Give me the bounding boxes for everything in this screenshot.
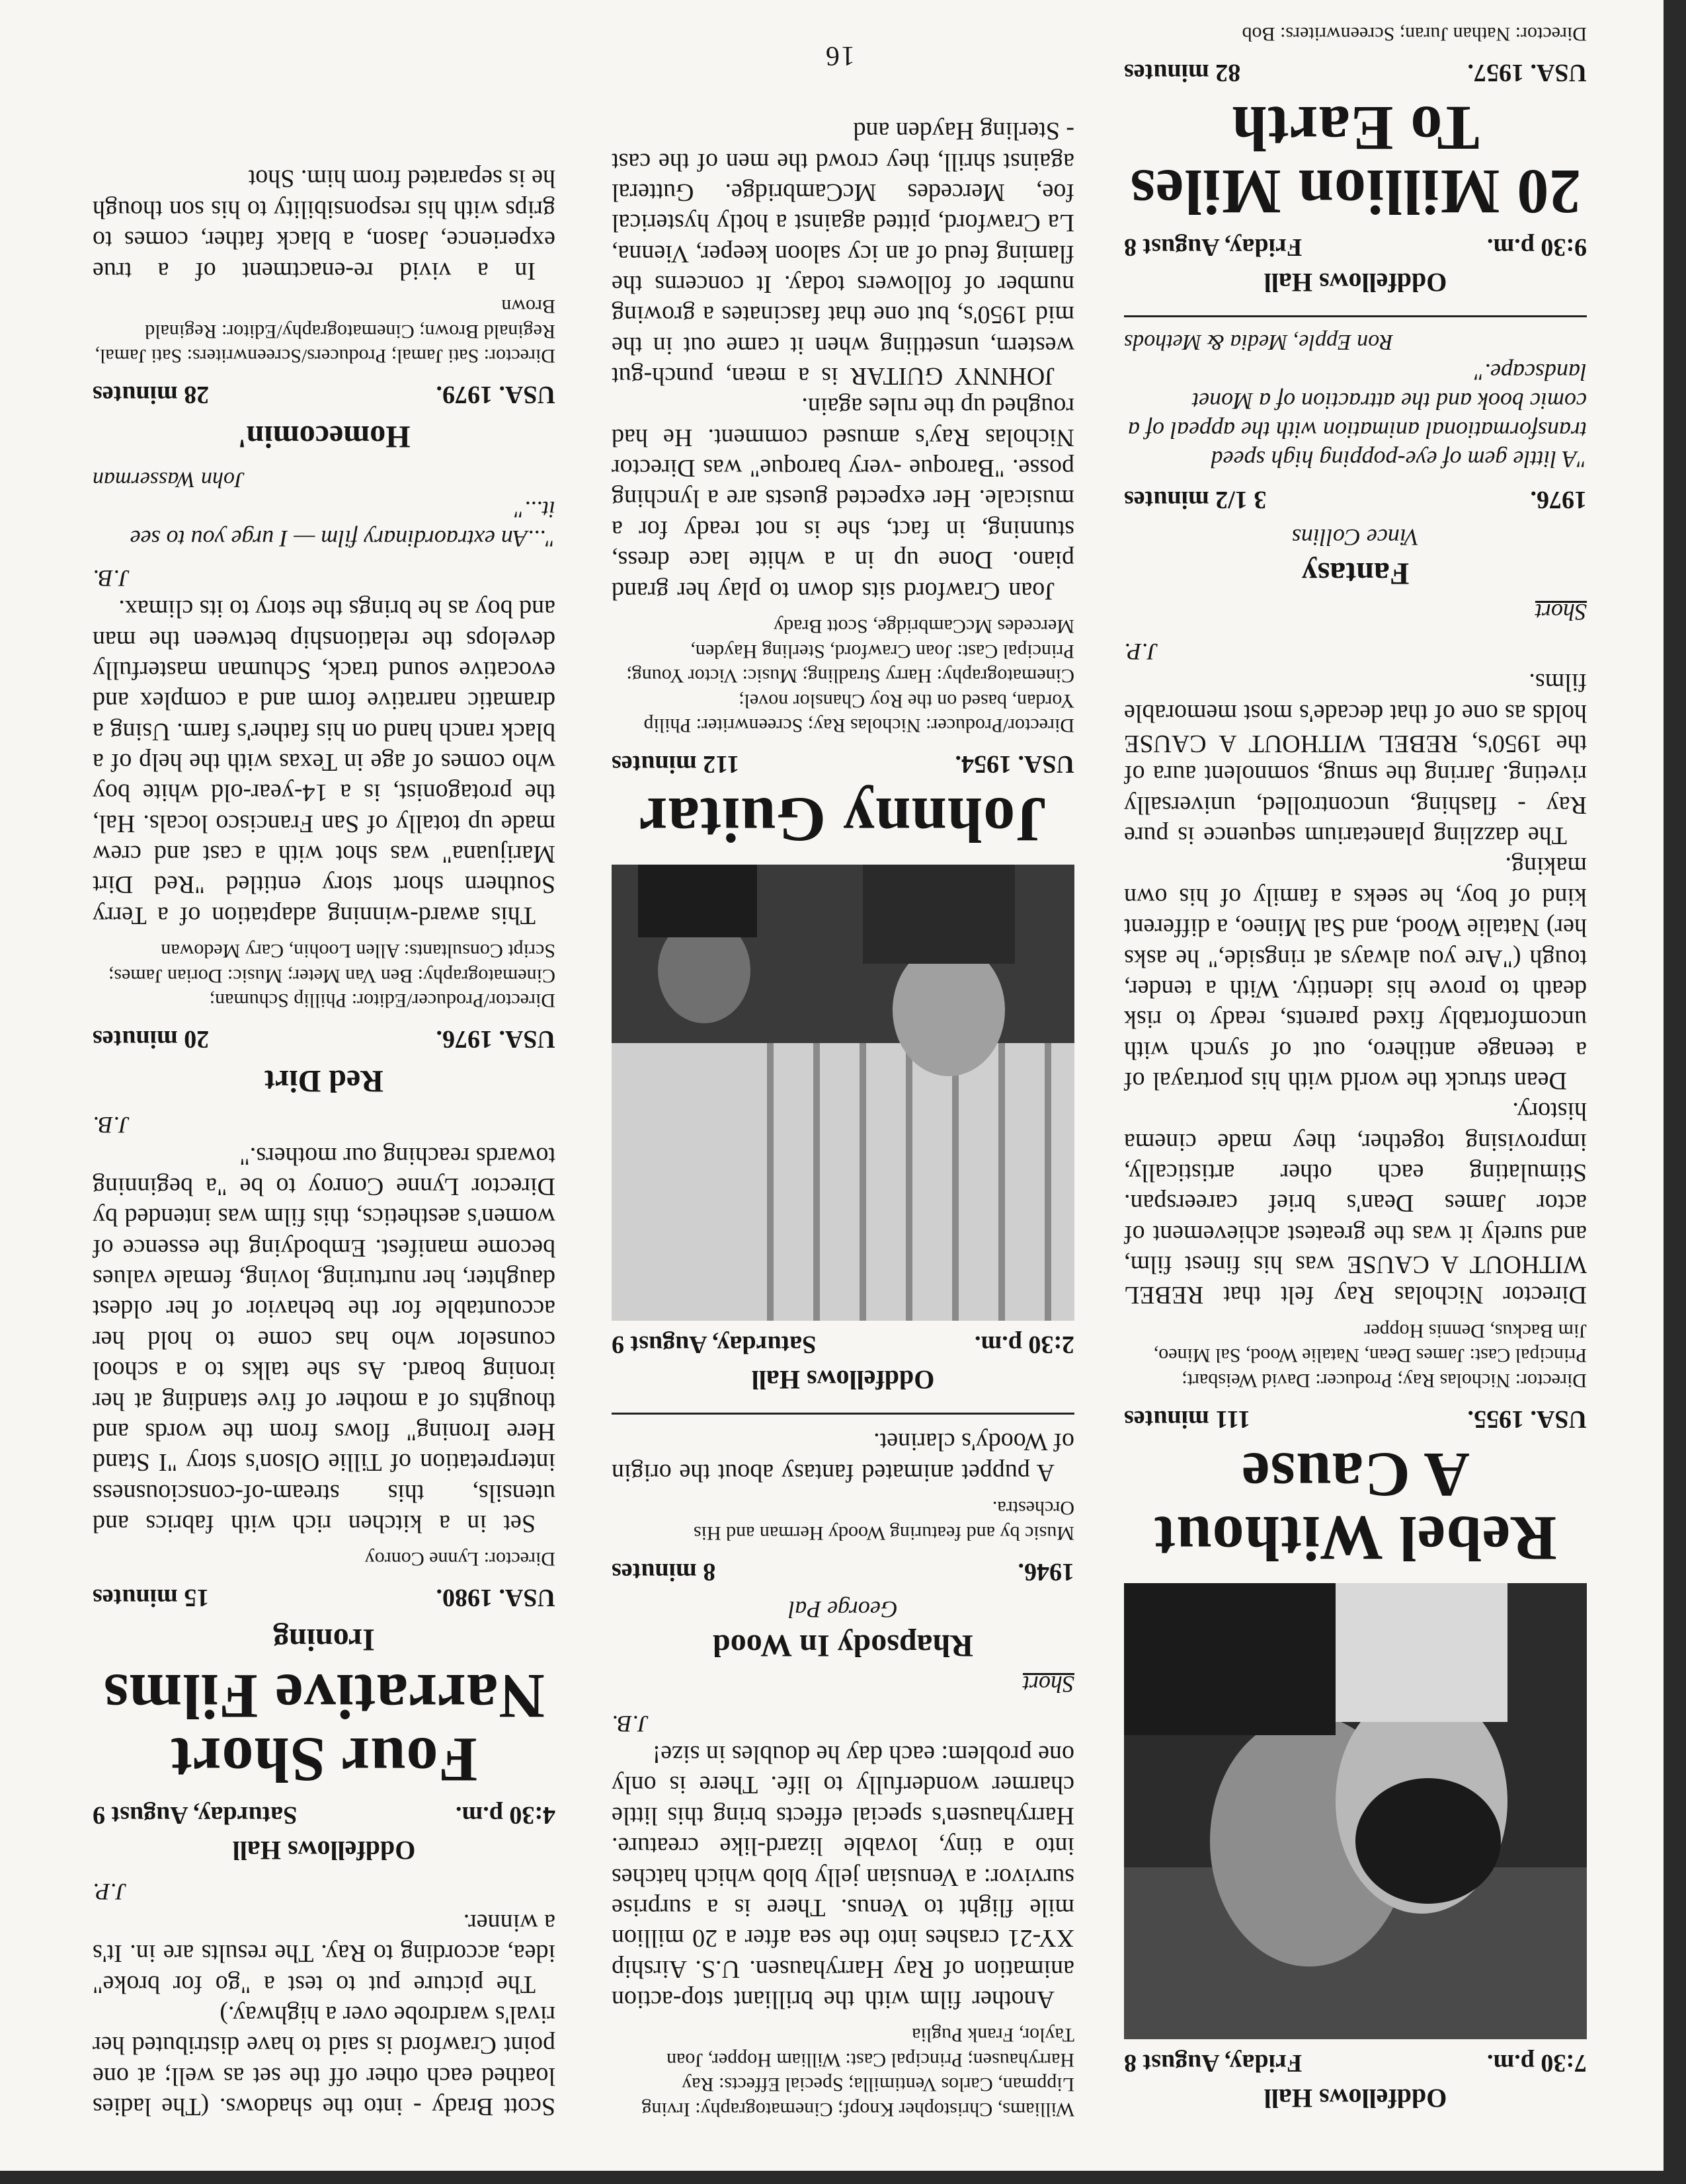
- rebel-day: Friday, August 8: [1124, 2049, 1303, 2077]
- homecomin-title: Homecomin': [237, 419, 411, 455]
- twenty-title-line2: To Earth: [1231, 93, 1480, 165]
- rebel-photo: [1124, 1583, 1587, 2039]
- johnny-paragraph-1: Joan Crawford sits down to play her grand piano. Done up in a white lace dress, stunning, in fact, she is not ready for a musicale. Her expected guests are a lynching posse. "Baroque -very baroque" was Director Nicholas Ray's amused comment. He had roughed up the rules again.: [612, 393, 1074, 605]
- homecomin-runtime: 28 minutes: [93, 381, 210, 409]
- four-time-row: [93, 1801, 555, 1830]
- column-1: [1124, 14, 1587, 2122]
- rebel-title-line2: A Cause: [1241, 1440, 1470, 1510]
- johnny-signature: J.P.: [93, 1879, 127, 1906]
- rebel-meta: [1124, 1405, 1587, 1434]
- scan-edge-right: [1664, 0, 1686, 2184]
- twenty-time-row: [1124, 233, 1587, 262]
- reddirt-title: Red Dirt: [264, 1064, 383, 1099]
- twenty-year: USA. 1957.: [1467, 59, 1587, 87]
- homecomin-credits: Director: Sati Jamal; Producers/Screenwriters: Sati Jamal, Reginald Brown; Cinematography/Editor: Reginald Brown: [95, 295, 555, 368]
- column-2: [612, 116, 1074, 2122]
- twenty-title-line1: 20 Million Miles: [1129, 157, 1582, 228]
- johnny-day: Saturday, August 9: [612, 1331, 817, 1359]
- johnny-year: USA. 1954.: [955, 750, 1074, 779]
- johnny-photo-image: [612, 865, 1074, 1321]
- johnny-runtime: 112 minutes: [612, 750, 740, 779]
- rebel-signature: J.P.: [1124, 638, 1158, 665]
- ironing-meta: [93, 1583, 555, 1612]
- johnny-paragraph-2: JOHNNY GUITAR is a mean, punch-gut western, unsettling when it came out in the mid 1950's, but one that fascinates a growing number of followers today. It concerns the flaming feud of an icy saloon keeper, Vienna, La Crawford, pitted against a hotly hysterical foe, Mercedes McCambridge. Gutteral against shrill, they crowd the men of the cast - Sterling Hayden and: [612, 117, 1074, 391]
- johnny-paragraph-3: The picture put to test a "go for broke" idea, according to Ray. The results are in. It's a winner.: [93, 1908, 555, 1998]
- four-time: 4:30 p.m.: [456, 1801, 555, 1830]
- twenty-venue: Oddfellows Hall: [1264, 268, 1447, 298]
- four-title-line2: Narrative Films: [102, 1661, 545, 1733]
- rhapsody-paragraph: A puppet animated fantasy about the origin of Woody's clarinet.: [612, 1428, 1074, 1487]
- four-title-line1: Four Short: [170, 1725, 478, 1796]
- homecomin-year: USA. 1979.: [436, 381, 555, 409]
- johnny-title: Johnny Guitar: [638, 785, 1048, 856]
- rhapsody-short-label: Short: [1022, 1670, 1074, 1697]
- rebel-credits: Director: Nicholas Ray; Producer: David Weisbart; Principal Cast: James Dean, Natalie Wood, Sal Mineo, Jim Backus, Dennis Hopper: [1153, 1320, 1587, 1391]
- column-3: [93, 163, 555, 2122]
- reddirt-quote: "...An extraordinary film — I urge you to see it...": [130, 496, 555, 552]
- ironing-credits: Director: Lynne Conroy: [364, 1548, 555, 1571]
- johnny-meta: [612, 750, 1074, 779]
- rebel-paragraph-3: The dazzling planetarium sequence is pure Ray - flashing, uncontrolled, universally riveting. Jarring the smug, somnolent aura of the 1950's, REBEL WITHOUT A CAUSE holds as one of that decade's most memorable films.: [1124, 668, 1587, 850]
- reddirt-signature: J.B.: [93, 565, 130, 592]
- reddirt-year: USA. 1976.: [436, 1025, 555, 1054]
- four-venue: Oddfellows Hall: [232, 1836, 416, 1866]
- rebel-title: [1124, 1440, 1587, 1574]
- divider: [612, 1413, 1074, 1415]
- fantasy-quote-source: Ron Epple, Media & Methods: [1124, 330, 1393, 355]
- twenty-time: 9:30 p.m.: [1487, 233, 1587, 262]
- rhapsody-meta: [612, 1557, 1074, 1586]
- twenty-title: [1124, 93, 1587, 228]
- divider: [1124, 315, 1587, 317]
- rebel-paragraph-2: Dean struck the world with his portrayal of a teenage antihero, out of synch with uncomfortably fixed parents, ready to risk death to prove his identity. With a tender, tough ("Are you always at ringside," he asks her) Natalie Wood, and Sal Mineo, a different kind of boy, he seeks a family of his own making.: [1124, 852, 1587, 1095]
- rebel-title-line1: Rebel Without: [1154, 1503, 1557, 1574]
- page-number: 16: [824, 40, 855, 71]
- reddirt-runtime: 20 minutes: [93, 1025, 210, 1054]
- fantasy-short-label: Short: [1535, 598, 1587, 625]
- fantasy-quote: "A little gem of eye-popping high speed transformational animation with the appeal of a comic book and the attraction of a Monet landscape.": [1127, 359, 1587, 473]
- twenty-credits: Director: Nathan Juran; Screenwriters: Bob: [1242, 23, 1587, 46]
- ironing-paragraph: Set in a kitchen rich with fabrics and utensils, this stream-of-consciousness interpretation of Tillie Olson's story "I Stand Here Ironing" flows from the words and thoughts of a mother of five standing at her ironing board. As she talks to a school counselor who has come to hold her accountable for the behavior of her oldest daughter, her nurturing, loving, female values become manifest. Embodying the essence of women's aesthetics, this film was intended by Director Lynne Conroy to be "a beginning towards reaching our mothers.": [93, 1142, 555, 1538]
- ironing-signature: J.B.: [93, 1112, 130, 1139]
- rebel-time: 7:30 p.m.: [1487, 2049, 1587, 2077]
- rhapsody-runtime: 8 minutes: [612, 1557, 716, 1586]
- reddirt-quote-source: John Wasserman: [93, 467, 245, 492]
- twenty-runtime: 82 minutes: [1124, 59, 1241, 87]
- rebel-runtime: 111 minutes: [1124, 1405, 1251, 1433]
- ironing-runtime: 15 minutes: [93, 1584, 210, 1612]
- fantasy-year: 1976.: [1530, 485, 1587, 514]
- johnny-credits: Director/Producer: Nicholas Ray; Screenwriter: Philip Yordan, based on the Roy Chanslor novel; Cinematography: Harry Stradling; Music: Victor Young; Principal Cast: Joan Crawford, Sterling Hayden, Mercedes McCambridge, Scott Brady: [626, 615, 1074, 737]
- rhapsody-year: 1946.: [1018, 1557, 1074, 1586]
- reddirt-credits: Director/Producer/Editor: Phillip Schuman; Cinematography: Ben Van Meter; Music: Dorian James; Script Consultants: Allen Loohin, Cary Medowan: [108, 940, 555, 1012]
- twenty-paragraph: Another film with the brilliant stop-action animation of Ray Harryhausen. U.S. Airship XY-21 crashes into the sea after a 20 million mile flight to Venus. There is a surprise survivor: a Venusian jelly blob which hatches into a tiny, lovable lizard-like creature. Harryhausen's special effects bring this little charmer wonderfully to life. There is only one problem: each day he doubles in size!: [612, 1740, 1074, 2013]
- fantasy-runtime: 3 1/2 minutes: [1124, 485, 1267, 514]
- johnny-photo: [612, 865, 1074, 1321]
- homecomin-meta: [93, 380, 555, 409]
- rotated-program-sheet: [66, 23, 1613, 2122]
- ironing-year: USA. 1980.: [436, 1584, 555, 1612]
- fantasy-meta: [1124, 485, 1587, 514]
- reddirt-meta: [93, 1025, 555, 1054]
- four-title: [93, 1661, 555, 1796]
- scan-edge-bottom: [0, 2171, 1686, 2184]
- twenty-day: Friday, August 8: [1124, 233, 1303, 262]
- rhapsody-director: George Pal: [788, 1596, 898, 1623]
- reddirt-paragraph: This award-winning adaptation of a Terry Southern short story entitled "Red Dirt Marijuana" was shot with a cast and crew made up totally of San Francisco locals. Hal, the protagonist, is a 14-year-old white boy who comes of age in Texas with the help of a black ranch hand on his father's farm. Using a dramatic narrative form and a complex and evocative sound track, Schuman masterfully develops the relationship between the man and boy as he brings the story to its climax.: [93, 595, 555, 929]
- rebel-time-row: [1124, 2048, 1587, 2078]
- fantasy-director: Vince Collins: [1291, 524, 1420, 551]
- ironing-title: Ironing: [273, 1622, 375, 1658]
- rhapsody-title: Rhapsody In Wood: [713, 1627, 973, 1663]
- johnny-time-row: [612, 1330, 1074, 1359]
- rhapsody-credits: Music by and featuring Woody Herman and His Orchestra.: [693, 1497, 1074, 1544]
- homecomin-paragraph: In a vivid re-enactment of a true experience, Jason, a black father, comes to grips with his responsibility to his son though he is separated from him. Shot: [93, 165, 555, 285]
- johnny-paragraph-continued: Scott Brady - into the shadows. (The ladies loathed each other off the set as well; at one point Crawford is said to have distributed her rival's wardrobe over a highway.): [93, 2000, 555, 2121]
- johnny-time: 2:30 p.m.: [975, 1331, 1074, 1359]
- four-day: Saturday, August 9: [93, 1801, 298, 1830]
- rebel-venue: Oddfellows Hall: [1264, 2084, 1447, 2113]
- twenty-signature: J.B.: [612, 1710, 649, 1737]
- rebel-year: USA. 1955.: [1467, 1405, 1587, 1433]
- rebel-photo-image: [1124, 1583, 1587, 2039]
- johnny-venue: Oddfellows Hall: [751, 1365, 935, 1395]
- twenty-credits-continued: Williams, Christopher Knopf; Cinematography: Irving Lippman, Carlos Ventimilla; Special Effects: Ray Harryhausen; Principal Cast: William Hopper, Joan Taylor, Frank Puglia: [641, 2024, 1074, 2121]
- rebel-paragraph-1: Director Nicholas Ray felt that REBEL WITHOUT A CAUSE was his finest film, and surely it was the greatest achievement of actor James Dean's brief careerspan. Stimulating each other artistically, improvising together, they made cinema history.: [1124, 1097, 1587, 1309]
- fantasy-title: Fantasy: [1301, 555, 1410, 591]
